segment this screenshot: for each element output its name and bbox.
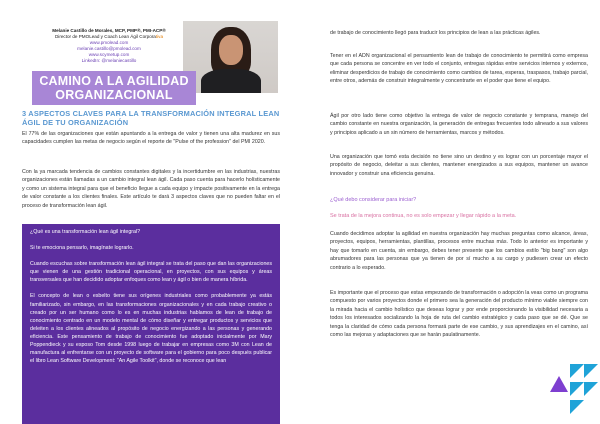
right-paragraph-1: de trabajo de conocimiento llegó para traducir los principios de lean a las prácticas ágiles.: [330, 30, 541, 36]
article-title: CAMINO A LA AGILIDAD ORGANIZACIONAL: [39, 74, 189, 102]
article-title-box: [32, 71, 196, 105]
right-paragraph-6: Es importante que el proceso que estas empezando de transformación o adopción la veas como un programa compuesto por varios proyectos donde el primero sea la generación del producto mínimo viable siempre con la mirada hacia el cambio holístico que deseas lograr y por ende proporcionando la visibilidad necesaria a todos los interesados socializando la hoja de ruta del cambio estratégico y cada paso que se dé. Que se tenga la claridad de cómo cada persona formará parte de ese cambio, y sus aprendizajes en el camino, así como las mejoras y adaptaciones que se harán paulatinamente.: [330, 290, 588, 339]
author-email-link[interactable]: melanie.castillo@pmolead.com: [77, 46, 141, 52]
right-paragraph-4: Una organización que tomó esta decisión no tiene sino un destino y es lograr con un porcentaje mayor el propósito de negocio, deleitar a sus clientes, mantener energizados a sus equipos, mantener un avance innovador y construir una eficiencia genuina.: [330, 154, 588, 177]
right-paragraph-3: Ágil por otro lado tiene como objetivo la entrega de valor de negocio constante y temprana, manejo del cambio constante en nuestra organización, la generación de entregas frecuentes todo alineado a sus valores y principios aplicado a un sin número de herramientas, marcos y métodos.: [330, 113, 588, 136]
box-paragraph-1: ¿Qué es una transformación lean ágil integral?: [30, 229, 141, 235]
right-column: [300, 0, 600, 424]
intro-paragraph-1: El 77% de las organizaciones que están apuntando a la entrega de valor y tienen una alta madurez en sus capacidades cumplen las metas de negocio según el reporte de "Pulse of the profession" del PMI 2020.: [22, 131, 280, 146]
author-block: [44, 28, 174, 65]
section-answer: Se trata de la mejora continua, no es solo empezar y llegar rápido a la meta.: [330, 213, 517, 219]
author-linkedin-link[interactable]: LinkedIn: @melaniecastillo: [81, 58, 137, 64]
highlight-box: [22, 224, 280, 424]
section-question: ¿Qué debo considerar para iniciar?: [330, 197, 417, 203]
intro-paragraph-2: Con la ya marcada tendencia de cambios constantes digitales y la incertidumbre en las industrias, nuestras organizaciones están llamadas a un cambio integral lean ágil. Cada paso cuenta para hacerlo holísticamente y como un sistema integral para que el beneficio llegue a cada equipo y impacte positivamente en la entrega de valor constante a los clientes finales. Este artículo te dará 3 aspectos claves que no pueden faltar en el proceso de transformación lean ágil.: [22, 169, 280, 209]
author-name: Melanie Castillo de Morales, MCP, PMP®, PMI-ACP®: [52, 28, 166, 33]
article-subtitle: 3 ASPECTOS CLAVES PARA LA TRANSFORMACIÓN INTEGRAL LEAN ÁGIL DE TU ORGANIZACIÓN: [22, 109, 280, 128]
author-site-link[interactable]: www.pmolead.com: [89, 40, 129, 46]
blue-triangles-logo-icon: [570, 364, 598, 414]
author-photo: [183, 21, 278, 93]
right-paragraph-2: Tener en el ADN organizacional el pensamiento lean de trabajo de conocimiento te permitirá como empresa que cada persona se concentre en ver todo el conjunto, entregas rápidas entre servicios internos y externos, eliminar desperdicios de trabajo de conocimiento como cambios de tarea, esperas, traspasos, trabajo parcial, entre otros, además de construir integralmente y concentrarte en el poder que tiene el equipo.: [330, 53, 588, 85]
photo-body: [201, 69, 261, 93]
author-role-highlight: tiva: [155, 34, 163, 40]
author-role-text: Director de PMOLead y Coach Lean Ágil Corpora: [54, 34, 156, 40]
author-site2-link[interactable]: www.scymetup.com: [88, 52, 130, 58]
right-paragraph-5: Cuando decidimos adoptar la agilidad en nuestra organización hay muchas preguntas como alcance, áreas, proyectos, equipos, herramientas, plantillas, procesos entre muchas más. Todo lo anterior es importante y hay que tomarlo en cuenta, sin embargo, debes tener presente que los cambios estilo "big bang" son algo abrumadores para las personas que ya tienen de por sí mucho a su cargo y pudiesen crear un efecto contrario a lo esperado.: [330, 231, 588, 271]
box-paragraph-2: Si te emociona pensarlo, imagínate lograrlo.: [30, 245, 134, 252]
box-paragraph-3: Cuando escuchas sobre transformación lean ágil integral se trata del paso que dan las organizaciones que vienen de una gestión tradicional operacional, en proyectos, con sus equipos y áreas transversales que han decidido adoptar enfoques como lean y ágil o bien de manera híbrida.: [30, 261, 272, 284]
photo-face: [219, 35, 243, 65]
box-paragraph-4: El concepto de lean o esbelto tiene sus orígenes industriales como probablemente ya estás familiarizado, sin embargo, en las transformaciones organizacionales y en cada trabajo creativo o creado por un ser humano como lo es en muchas industrias hablamos de lean de trabajo de conocimiento centrado en un modelo mental de cómo diseñar y entregar productos y servicios que deleiten a los clientes alineados al propósito de negocio energizando a las personas y generando eficiencia. Este pensamiento de trabajo de conocimiento fue adoptado inicialmente por Mary Poppendieck y su esposo Tom desde 1998 luego de trabajar en empresas como 3M con Lean de manufactura al enfrentarse con un proyecto de software para el gobierno para poco después publicar el libro Lean Software Development: "An Agile Toolkit", donde se reconoce que lean: [30, 293, 272, 365]
purple-triangle-logo-icon: [550, 376, 568, 392]
